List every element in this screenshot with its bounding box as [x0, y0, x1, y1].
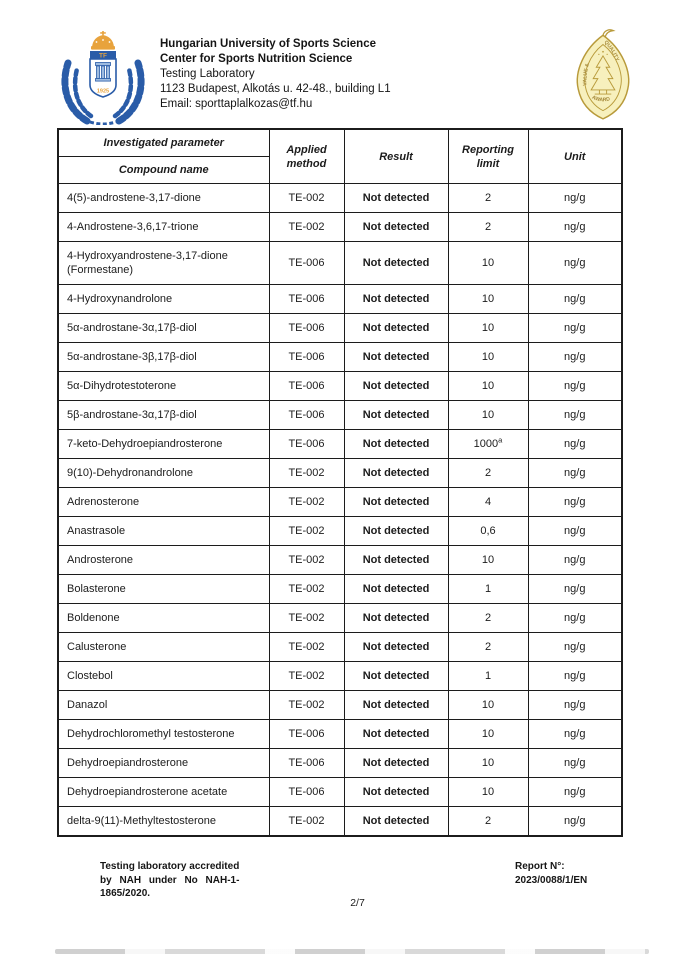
compound-name: Calusterone: [58, 633, 269, 662]
table-row: [58, 662, 622, 691]
unit-value: ng/g: [528, 662, 622, 691]
compound-name: 4(5)-androstene-3,17-dione: [58, 184, 269, 213]
col-header-applied-method: Applied method: [269, 129, 344, 184]
compound-name: Androsterone: [58, 546, 269, 575]
accreditation-line2: by NAH under No NAH-1-: [100, 874, 240, 886]
reporting-limit: 10: [448, 242, 528, 285]
result-value: Not detected: [344, 517, 448, 546]
result-value: Not detected: [344, 749, 448, 778]
result-value: Not detected: [344, 662, 448, 691]
table-row: [58, 314, 622, 343]
compound-name: 4-Hydroxyandrostene-3,17-dione (Formestane): [58, 242, 269, 285]
table-row: [58, 343, 622, 372]
table-row: [58, 633, 622, 662]
col-header-result: Result: [344, 129, 448, 184]
table-row: [58, 691, 622, 720]
compound-name: 5α-Dihydrotestoterone: [58, 372, 269, 401]
reporting-limit: 10: [448, 372, 528, 401]
reporting-limit: 2: [448, 807, 528, 837]
result-value: Not detected: [344, 575, 448, 604]
unit-value: ng/g: [528, 213, 622, 242]
org-address-line: 1123 Budapest, Alkotás u. 42-48., building L1: [160, 83, 391, 95]
result-value: Not detected: [344, 314, 448, 343]
unit-value: ng/g: [528, 372, 622, 401]
report-number-label: Report N°:: [515, 861, 565, 872]
applied-method: TE-002: [269, 633, 344, 662]
compound-name: Dehydroepiandrosterone acetate: [58, 778, 269, 807]
table-row: [58, 459, 622, 488]
result-value: Not detected: [344, 546, 448, 575]
unit-value: ng/g: [528, 546, 622, 575]
unit-value: ng/g: [528, 691, 622, 720]
accreditation-line3: 1865/2020.: [100, 888, 151, 899]
result-value: Not detected: [344, 213, 448, 242]
report-number-block: [515, 860, 655, 887]
unit-value: ng/g: [528, 604, 622, 633]
compound-name: Boldenone: [58, 604, 269, 633]
accreditation-note: [100, 860, 272, 901]
unit-value: ng/g: [528, 285, 622, 314]
unit-value: ng/g: [528, 749, 622, 778]
unit-value: ng/g: [528, 242, 622, 285]
org-name-line1: Hungarian University of Sports Science: [160, 38, 377, 50]
result-value: Not detected: [344, 372, 448, 401]
shield-year: 1925: [96, 88, 110, 95]
unit-value: ng/g: [528, 778, 622, 807]
applied-method: TE-006: [269, 401, 344, 430]
applied-method: TE-006: [269, 778, 344, 807]
applied-method: TE-006: [269, 285, 344, 314]
shield-initials: TF: [99, 52, 107, 60]
applied-method: TE-002: [269, 213, 344, 242]
report-number-value: 2023/0088/1/EN: [515, 874, 588, 886]
scan-edge-artifact: [55, 949, 649, 954]
reporting-limit: 10: [448, 749, 528, 778]
result-value: Not detected: [344, 488, 448, 517]
table-row: [58, 749, 622, 778]
reporting-limit: 10: [448, 546, 528, 575]
unit-value: ng/g: [528, 343, 622, 372]
result-value: Not detected: [344, 691, 448, 720]
compound-name: Dehydrochloromethyl testosterone: [58, 720, 269, 749]
result-value: Not detected: [344, 242, 448, 285]
building-icon: [96, 63, 111, 82]
applied-method: TE-002: [269, 575, 344, 604]
applied-method: TE-002: [269, 691, 344, 720]
table-row: [58, 517, 622, 546]
table-row: [58, 546, 622, 575]
compound-name: 9(10)-Dehydronandrolone: [58, 459, 269, 488]
unit-value: ng/g: [528, 430, 622, 459]
reporting-limit: 10: [448, 314, 528, 343]
crown-icon: [91, 31, 115, 50]
seal-text-left: VALUE &: [582, 62, 591, 86]
result-value: Not detected: [344, 807, 448, 837]
result-value: Not detected: [344, 604, 448, 633]
table-row: [58, 401, 622, 430]
compound-name: 4-Hydroxynandrolone: [58, 285, 269, 314]
reporting-limit: 10: [448, 343, 528, 372]
applied-method: TE-002: [269, 807, 344, 837]
applied-method: TE-006: [269, 749, 344, 778]
table-row: [58, 430, 622, 459]
compound-name: Clostebol: [58, 662, 269, 691]
table-row: [58, 807, 622, 837]
table-row: [58, 184, 622, 213]
applied-method: TE-006: [269, 720, 344, 749]
results-table: [57, 128, 623, 837]
compound-name: 5α-androstane-3β,17β-diol: [58, 343, 269, 372]
compound-name: delta-9(11)-Methyltestosterone: [58, 807, 269, 837]
unit-value: ng/g: [528, 459, 622, 488]
table-row: [58, 372, 622, 401]
compound-name: 5α-androstane-3α,17β-diol: [58, 314, 269, 343]
compound-name: Danazol: [58, 691, 269, 720]
university-logo-graphic: [52, 30, 154, 125]
unit-value: ng/g: [528, 807, 622, 837]
reporting-limit: 10: [448, 778, 528, 807]
award-seal-graphic: [557, 28, 649, 123]
accreditation-line1: Testing laboratory accredited: [100, 861, 240, 872]
applied-method: TE-002: [269, 546, 344, 575]
col-header-compound-name: Compound name: [58, 157, 269, 184]
table-row: [58, 720, 622, 749]
compound-name: Adrenosterone: [58, 488, 269, 517]
table-row: [58, 575, 622, 604]
applied-method: TE-002: [269, 459, 344, 488]
seal-text-right: QUALITY: [602, 39, 621, 63]
letterhead-text: [160, 37, 490, 112]
unit-value: ng/g: [528, 633, 622, 662]
reporting-limit: 1: [448, 662, 528, 691]
reporting-limit: 10: [448, 691, 528, 720]
applied-method: TE-002: [269, 184, 344, 213]
reporting-limit: 1: [448, 575, 528, 604]
university-logo: [52, 30, 154, 125]
table-row: [58, 604, 622, 633]
reporting-limit: 2: [448, 633, 528, 662]
reporting-limit: 2: [448, 184, 528, 213]
result-value: Not detected: [344, 720, 448, 749]
unit-value: ng/g: [528, 575, 622, 604]
compound-name: Anastrasole: [58, 517, 269, 546]
table-row: [58, 778, 622, 807]
compound-name: 5β-androstane-3α,17β-diol: [58, 401, 269, 430]
applied-method: TE-006: [269, 242, 344, 285]
reporting-limit: 10: [448, 285, 528, 314]
result-value: Not detected: [344, 459, 448, 488]
result-value: Not detected: [344, 633, 448, 662]
result-value: Not detected: [344, 778, 448, 807]
table-row: [58, 242, 622, 285]
table-row: [58, 213, 622, 242]
seal-text-bottom: AWARD: [590, 94, 611, 104]
table-row: [58, 285, 622, 314]
reporting-limit: 2: [448, 604, 528, 633]
unit-value: ng/g: [528, 314, 622, 343]
result-value: Not detected: [344, 343, 448, 372]
page-number: 2/7: [350, 897, 365, 909]
compound-name: Bolasterone: [58, 575, 269, 604]
reporting-limit: 4: [448, 488, 528, 517]
col-header-reporting-limit: Reporting limit: [448, 129, 528, 184]
applied-method: TE-006: [269, 343, 344, 372]
org-lab-line: Testing Laboratory: [160, 68, 255, 80]
result-value: Not detected: [344, 285, 448, 314]
applied-method: TE-002: [269, 604, 344, 633]
applied-method: TE-006: [269, 372, 344, 401]
table-body: [58, 184, 622, 837]
shield-icon: [90, 51, 116, 97]
reporting-limit: 10: [448, 720, 528, 749]
reporting-limit: 2: [448, 213, 528, 242]
quality-award-seal: [557, 28, 649, 123]
unit-value: ng/g: [528, 401, 622, 430]
unit-value: ng/g: [528, 517, 622, 546]
org-name-line2: Center for Sports Nutrition Science: [160, 53, 353, 65]
col-header-unit: Unit: [528, 129, 622, 184]
col-header-investigated-parameter: Investigated parameter: [58, 129, 269, 157]
reporting-limit: 0,6: [448, 517, 528, 546]
unit-value: ng/g: [528, 488, 622, 517]
reporting-limit: 2: [448, 459, 528, 488]
org-email-line: Email: sporttaplalkozas@tf.hu: [160, 98, 313, 110]
unit-value: ng/g: [528, 184, 622, 213]
applied-method: TE-006: [269, 430, 344, 459]
compound-name: Dehydroepiandrosterone: [58, 749, 269, 778]
reporting-limit: 10: [448, 401, 528, 430]
applied-method: TE-002: [269, 662, 344, 691]
result-value: Not detected: [344, 184, 448, 213]
result-value: Not detected: [344, 401, 448, 430]
reporting-limit: 1000$^a$: [448, 430, 528, 459]
applied-method: TE-002: [269, 517, 344, 546]
unit-value: ng/g: [528, 720, 622, 749]
result-value: Not detected: [344, 430, 448, 459]
table-row: [58, 488, 622, 517]
compound-name: 4-Androstene-3,6,17-trione: [58, 213, 269, 242]
compound-name: 7-keto-Dehydroepiandrosterone: [58, 430, 269, 459]
applied-method: TE-002: [269, 488, 344, 517]
applied-method: TE-006: [269, 314, 344, 343]
